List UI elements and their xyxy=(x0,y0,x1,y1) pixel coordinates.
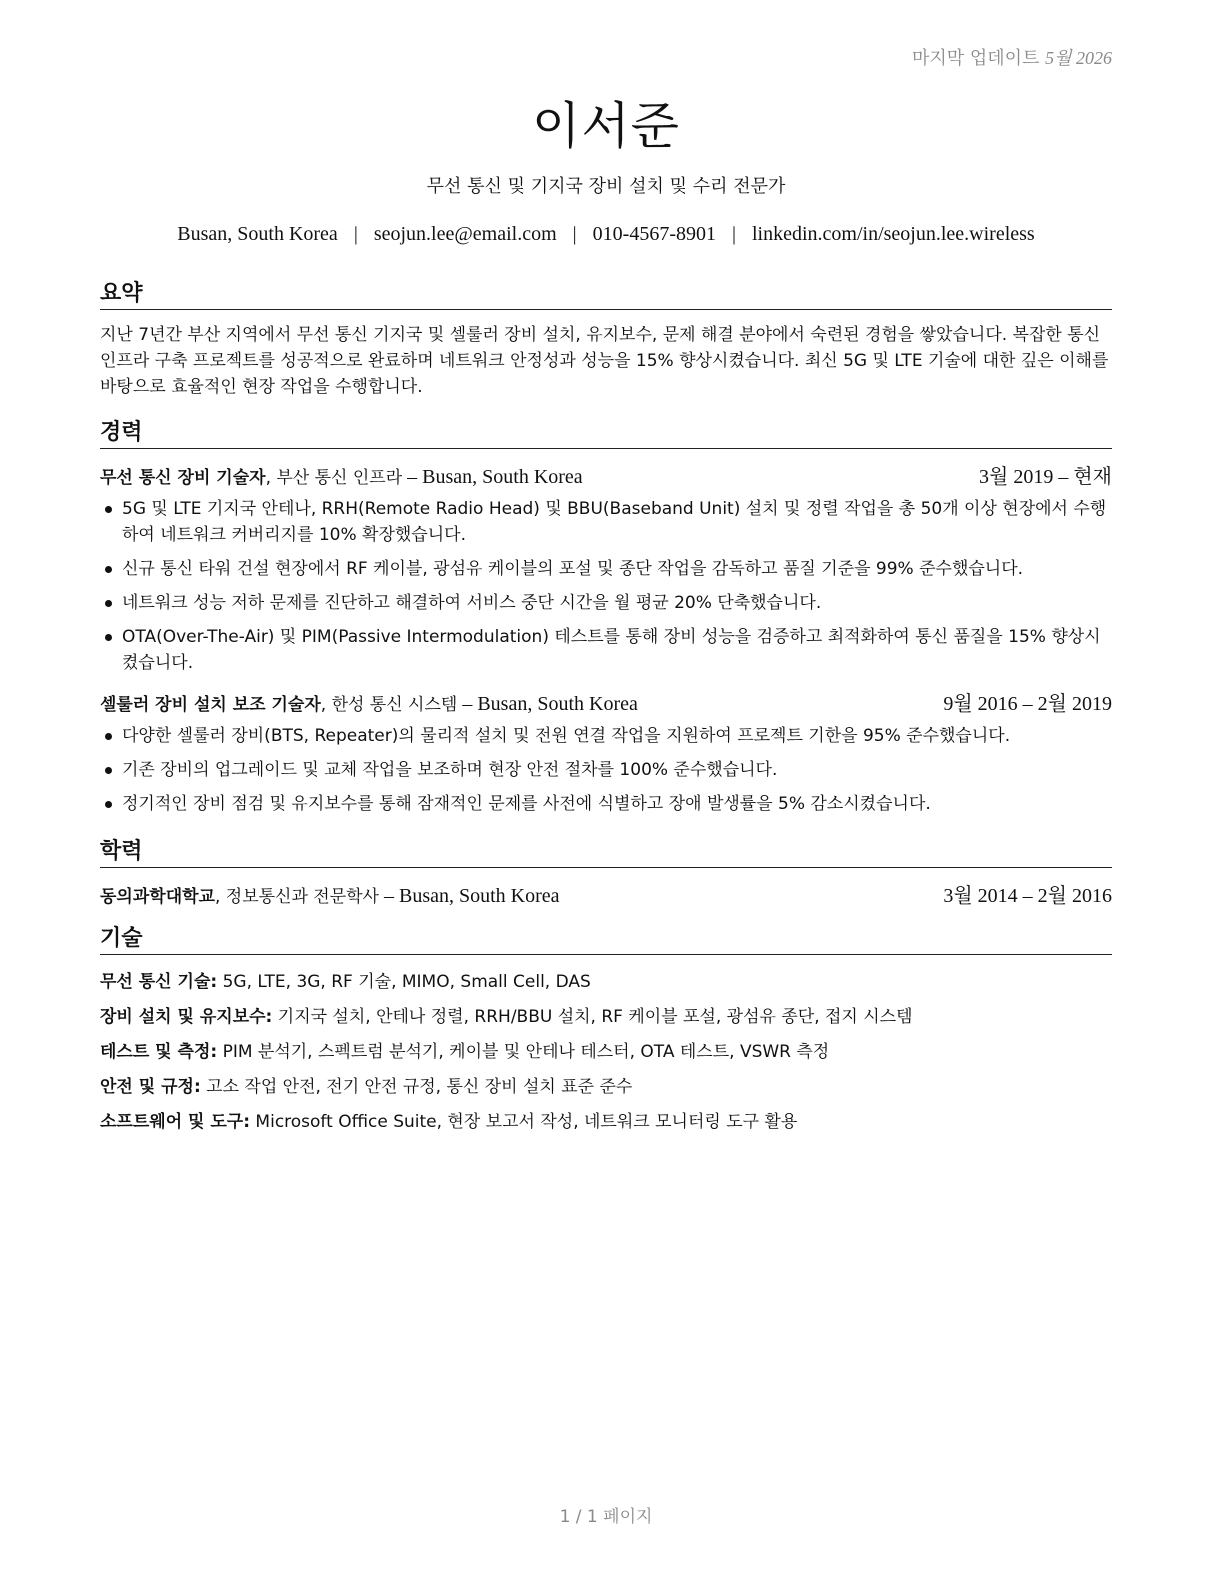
job-header: 셀룰러 장비 설치 보조 기술자, 한성 통신 시스템 – Busan, South Korea 9월 2016 – 2월 2019 xyxy=(100,690,1112,719)
degree: 정보통신과 전문학사 xyxy=(225,887,379,907)
last-updated xyxy=(912,44,1112,70)
education-dates: 3월 2014 – 2월 2016 xyxy=(943,885,1112,907)
candidate-name: 이서준 xyxy=(532,97,680,155)
contact-linkedin[interactable]: linkedin.com/in/seojun.lee.wireless xyxy=(752,223,1035,245)
contact-email[interactable]: seojun.lee@email.com xyxy=(373,223,557,245)
skill-value: Microsoft Office Suite, 현장 보고서 작성, 네트워크 모니터링 도구 활용 xyxy=(255,1112,798,1132)
skill-row xyxy=(100,1004,1112,1030)
skill-label: 테스트 및 측정: xyxy=(100,1042,218,1062)
section-title-skills: 기술 xyxy=(100,921,1112,955)
job-dates: 9월 2016 – 2월 2019 xyxy=(943,693,1112,715)
job-bullets xyxy=(100,496,1112,676)
job-bullet: 신규 통신 타워 건설 현장에서 RF 케이블, 광섬유 케이블의 포설 및 종단 작업을 감독하고 품질 기준을 99% 준수했습니다. xyxy=(122,556,1112,582)
education-section xyxy=(100,834,1112,911)
section-title-summary: 요약 xyxy=(100,276,1112,310)
job-bullet: 다양한 셀룰러 장비(BTS, Repeater)의 물리적 설치 및 전원 연결 작업을 지원하여 프로젝트 기한을 95% 준수했습니다. xyxy=(122,723,1112,749)
summary-section xyxy=(100,276,1112,400)
skill-row xyxy=(100,1074,1112,1100)
job-bullet: OTA(Over-The-Air) 및 PIM(Passive Intermodulation) 테스트를 통해 장비 성능을 검증하고 최적화하여 통신 품질을 15% 향상시켰습니다. xyxy=(122,624,1112,676)
contact-line xyxy=(100,223,1112,246)
skills-section xyxy=(100,921,1112,1144)
job-org: 부산 통신 인프라 xyxy=(276,468,403,488)
job-role: 셀룰러 장비 설치 보조 기술자 xyxy=(100,695,321,715)
skill-label: 안전 및 규정: xyxy=(100,1077,201,1097)
job-role: 무선 통신 장비 기술자 xyxy=(100,468,266,488)
contact-separator: | xyxy=(731,223,736,245)
tagline: 무선 통신 및 기지국 장비 설치 및 수리 전문가 xyxy=(426,176,786,197)
school-name: 동의과학대학교 xyxy=(100,887,215,907)
job-bullets xyxy=(100,723,1112,817)
education-location: Busan, South Korea xyxy=(398,885,560,907)
job-entry xyxy=(100,690,1112,817)
skill-label: 소프트웨어 및 도구: xyxy=(100,1112,251,1132)
section-title-education: 학력 xyxy=(100,834,1112,868)
job-bullet: 5G 및 LTE 기지국 안테나, RRH(Remote Radio Head) 및 BBU(Baseband Unit) 설치 및 정렬 작업을 총 50개 이상 현장에서 수행하여 네트워크 커버리지를 10% 확장했습니다. xyxy=(122,496,1112,548)
contact-phone: 010-4567-8901 xyxy=(592,223,716,245)
job-bullet: 정기적인 장비 점검 및 유지보수를 통해 잠재적인 문제를 사전에 식별하고 장애 발생률을 5% 감소시켰습니다. xyxy=(122,791,1112,817)
skill-label: 장비 설치 및 유지보수: xyxy=(100,1007,273,1027)
last-updated-label: 마지막 업데이트 xyxy=(911,48,1040,69)
contact-separator: | xyxy=(572,223,577,245)
skill-row xyxy=(100,1039,1112,1065)
job-bullet: 기존 장비의 업그레이드 및 교체 작업을 보조하며 현장 안전 절차를 100% 준수했습니다. xyxy=(122,757,1112,783)
skill-label: 무선 통신 기술: xyxy=(100,972,218,992)
job-bullet: 네트워크 성능 저하 문제를 진단하고 해결하여 서비스 중단 시간을 월 평균 20% 단축했습니다. xyxy=(122,590,1112,616)
education-entry: 동의과학대학교, 정보통신과 전문학사 – Busan, South Korea 3월 2014 – 2월 2016 xyxy=(100,882,1112,911)
job-location: Busan, South Korea xyxy=(477,693,638,715)
skill-row xyxy=(100,969,1112,995)
contact-location: Busan, South Korea xyxy=(177,223,338,245)
job-org: 한성 통신 시스템 xyxy=(331,695,458,715)
skill-value: 5G, LTE, 3G, RF 기술, MIMO, Small Cell, DAS xyxy=(222,972,591,992)
contact-separator: | xyxy=(353,223,358,245)
skill-row xyxy=(100,1109,1112,1135)
page-indicator: 1 / 1 페이지 xyxy=(559,1507,653,1527)
skill-value: PIM 분석기, 스펙트럼 분석기, 케이블 및 안테나 테스터, OTA 테스트, VSWR 측정 xyxy=(222,1042,830,1062)
job-dates: 3월 2019 – 현재 xyxy=(979,466,1112,488)
last-updated-date: 5월 2026 xyxy=(1045,48,1112,68)
skill-value: 고소 작업 안전, 전기 안전 규정, 통신 장비 설치 표준 준수 xyxy=(206,1077,633,1097)
job-entry xyxy=(100,463,1112,676)
section-title-experience: 경력 xyxy=(100,415,1112,449)
job-header: 무선 통신 장비 기술자, 부산 통신 인프라 – Busan, South Korea 3월 2019 – 현재 xyxy=(100,463,1112,492)
skill-value: 기지국 설치, 안테나 정렬, RRH/BBU 설치, RF 케이블 포설, 광섬유 종단, 접지 시스템 xyxy=(277,1007,913,1027)
job-location: Busan, South Korea xyxy=(422,466,583,488)
experience-section xyxy=(100,415,1112,825)
summary-text: 지난 7년간 부산 지역에서 무선 통신 기지국 및 셀룰러 장비 설치, 유지보수, 문제 해결 분야에서 숙련된 경험을 쌓았습니다. 복잡한 통신 인프라 구축 프로젝트를 성공적으로 완료하며 네트워크 안정성과 성능을 15% 향상시켰습니다. 최신 5G 및 LTE 기술에 대한 깊은 이해를 바탕으로 효율적인 현장 작업을 수행합니다. xyxy=(100,325,1109,397)
skills-list xyxy=(100,969,1112,1135)
